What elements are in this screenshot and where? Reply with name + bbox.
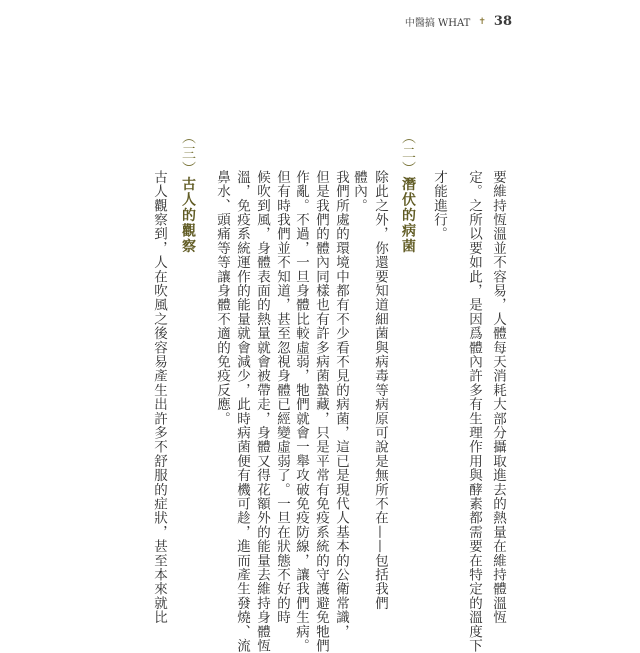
paragraph-line: 鼻水、頭痛等等讓身體不適的免疫反應。 (214, 170, 230, 426)
paragraph-line: 定。之所以要如此，是因爲體內許多有生理作用與酵素都需要在特定的溫度下 (466, 170, 482, 653)
paragraph-line: 古人觀察到，人在吹風之後容易產生出許多不舒服的症狀，甚至本來就比 (151, 170, 167, 625)
ornament-icon: ✝ (478, 16, 486, 27)
paragraph-line: 要維持恆溫並不容易，人體每天消耗大部分攝取進去的熱量在維持體溫恆 (490, 170, 506, 625)
paragraph-line: 我們所處的環境中都有不少看不見的病菌，這已是現代人基本的公衛常識， (333, 170, 349, 639)
paragraph-line: 體內。 (351, 170, 367, 213)
section-heading-3 (180, 130, 196, 254)
page-number: 38 (493, 14, 512, 29)
paragraph-line: 作亂。不過，一旦身體比較虛弱，牠們就會一舉攻破免疫防線，讓我們生病。 (293, 170, 309, 653)
paragraph-line: 才能進行。 (431, 170, 447, 241)
section-title: 古人的觀察 (180, 176, 196, 254)
section-number: （三） (180, 130, 196, 177)
paragraph-line: 但有時我們並不知道，甚至忽視身體已經變虛弱了。一旦在狀態不好的時 (274, 170, 290, 625)
paragraph-line: 溫，免疫系統運作的能量就會減少，此時病菌便有機可趁，進而產生發燒、流 (234, 170, 250, 653)
section-heading-2 (400, 130, 416, 254)
book-title: 中醫搞 WHAT (404, 18, 471, 29)
paragraph-line: 除此之外，你還要知道細菌與病毒等病原可說是無所不在——包括我們 (372, 170, 388, 611)
section-title: 潛伏的病菌 (400, 176, 416, 254)
running-header (405, 14, 512, 29)
section-number: （二） (400, 130, 416, 177)
paragraph-line: 候吹到風，身體表面的熱量就會被帶走，身體又得花額外的能量去維持身體恆 (254, 170, 270, 653)
paragraph-line: 但是我們的體內同樣也有許多病菌蟄藏，只是平常有免疫系統的守護避免牠們 (313, 170, 329, 653)
